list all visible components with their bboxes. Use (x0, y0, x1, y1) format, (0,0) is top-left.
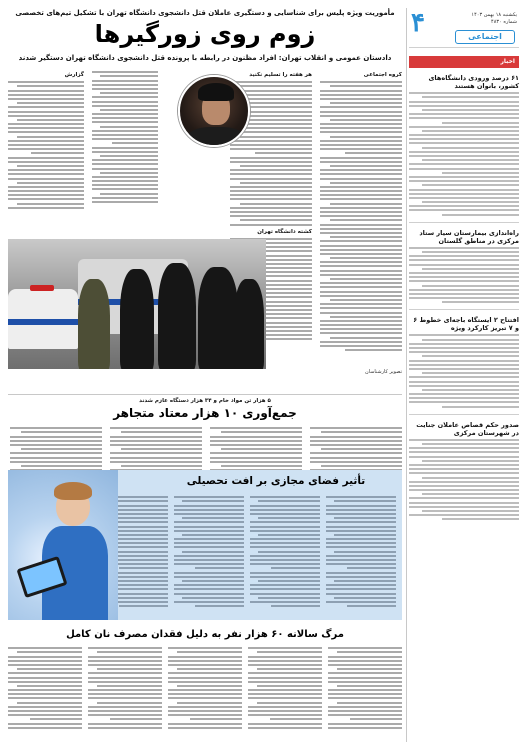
text-column (8, 69, 84, 211)
date-text: یکشنبه ۱۸ بهمن ۱۴۰۳ (471, 12, 517, 18)
story-body (8, 645, 402, 745)
section-label: اجتماعی (455, 30, 515, 44)
sidebar (409, 8, 519, 742)
story-headline: مرگ سالانه ۶۰ هزار نفر به دلیل فقدان مصرف نان کامل (66, 629, 344, 640)
story-kicker: مأموریت ویژه پلیس برای شناسایی و دستگیری عاملان قتل دانشجوی دانشگاه تهران با تشکیل تیم‌های تخصصی (15, 9, 395, 17)
victim-portrait (178, 75, 250, 147)
police-photo (8, 239, 266, 369)
brief-4[interactable] (409, 421, 519, 521)
column-heading: کروه اجتماعی (363, 72, 402, 78)
brief-body (409, 247, 519, 303)
column-heading: گزارش (64, 72, 84, 78)
brief-body (409, 439, 519, 521)
photo-caption: تصویر کارشناسان (365, 369, 402, 375)
story-body (8, 69, 402, 399)
bottom-story[interactable] (8, 628, 402, 745)
divider (409, 309, 519, 310)
brief-body (409, 92, 519, 215)
column-heading: هر هفته را تسلیم نکنید (249, 72, 312, 78)
masthead (409, 8, 519, 48)
brief-2[interactable] (409, 229, 519, 304)
story-headline: زوم روی زورگیرها (94, 20, 316, 48)
brief-title: افتتاح ۲ ایستگاه باجه‌ای خطوط ۶ و ۷ تبریز کارکرد ویژه (413, 316, 519, 333)
brief-title: ۶۱ درصد ورودی دانشگاه‌های کشور، بانوان هستند (428, 74, 519, 90)
issue-text: شماره ۴۸۳۰ (491, 19, 517, 25)
story-headline: جمع‌آوری ۱۰ هزار معتاد متجاهر (113, 406, 297, 420)
text-column (320, 69, 402, 353)
brief-body (409, 334, 519, 407)
page-number: ۴ (411, 8, 425, 38)
brief-title: صدور حکم قصاص عاملان جنایت در شهرستان مرکزی (416, 420, 519, 437)
brief-3[interactable] (409, 316, 519, 407)
text-column (92, 69, 158, 205)
feature-story[interactable] (8, 470, 402, 620)
story-headline: تأثیر فضای مجازی بر افت تحصیلی (186, 475, 366, 487)
brief-title: راه‌اندازی بیمارستان سیار ستاد مرکزی در مناطق گلستان (419, 228, 519, 245)
divider (409, 414, 519, 415)
child-tablet-photo (8, 470, 118, 620)
divider (409, 222, 519, 223)
column-heading: کشته دانشگاه تهران (257, 228, 312, 235)
story-subhead: دادستان عمومی و انقلاب تهران: افراد مظنون در رابطه با پرونده قتل دانشجوی دانشگاه تهران دستگیر شدند (18, 54, 392, 62)
top-story[interactable] (8, 8, 402, 399)
section-rule (8, 394, 402, 395)
masthead-date (457, 12, 517, 26)
news-label: اخبار (409, 56, 519, 68)
column-rule (406, 8, 407, 742)
brief-1[interactable] (409, 74, 519, 216)
story-kicker: ۵ هزار تن مواد خام و ۳۴ هزار دستگاه عازم شدند (139, 398, 271, 404)
